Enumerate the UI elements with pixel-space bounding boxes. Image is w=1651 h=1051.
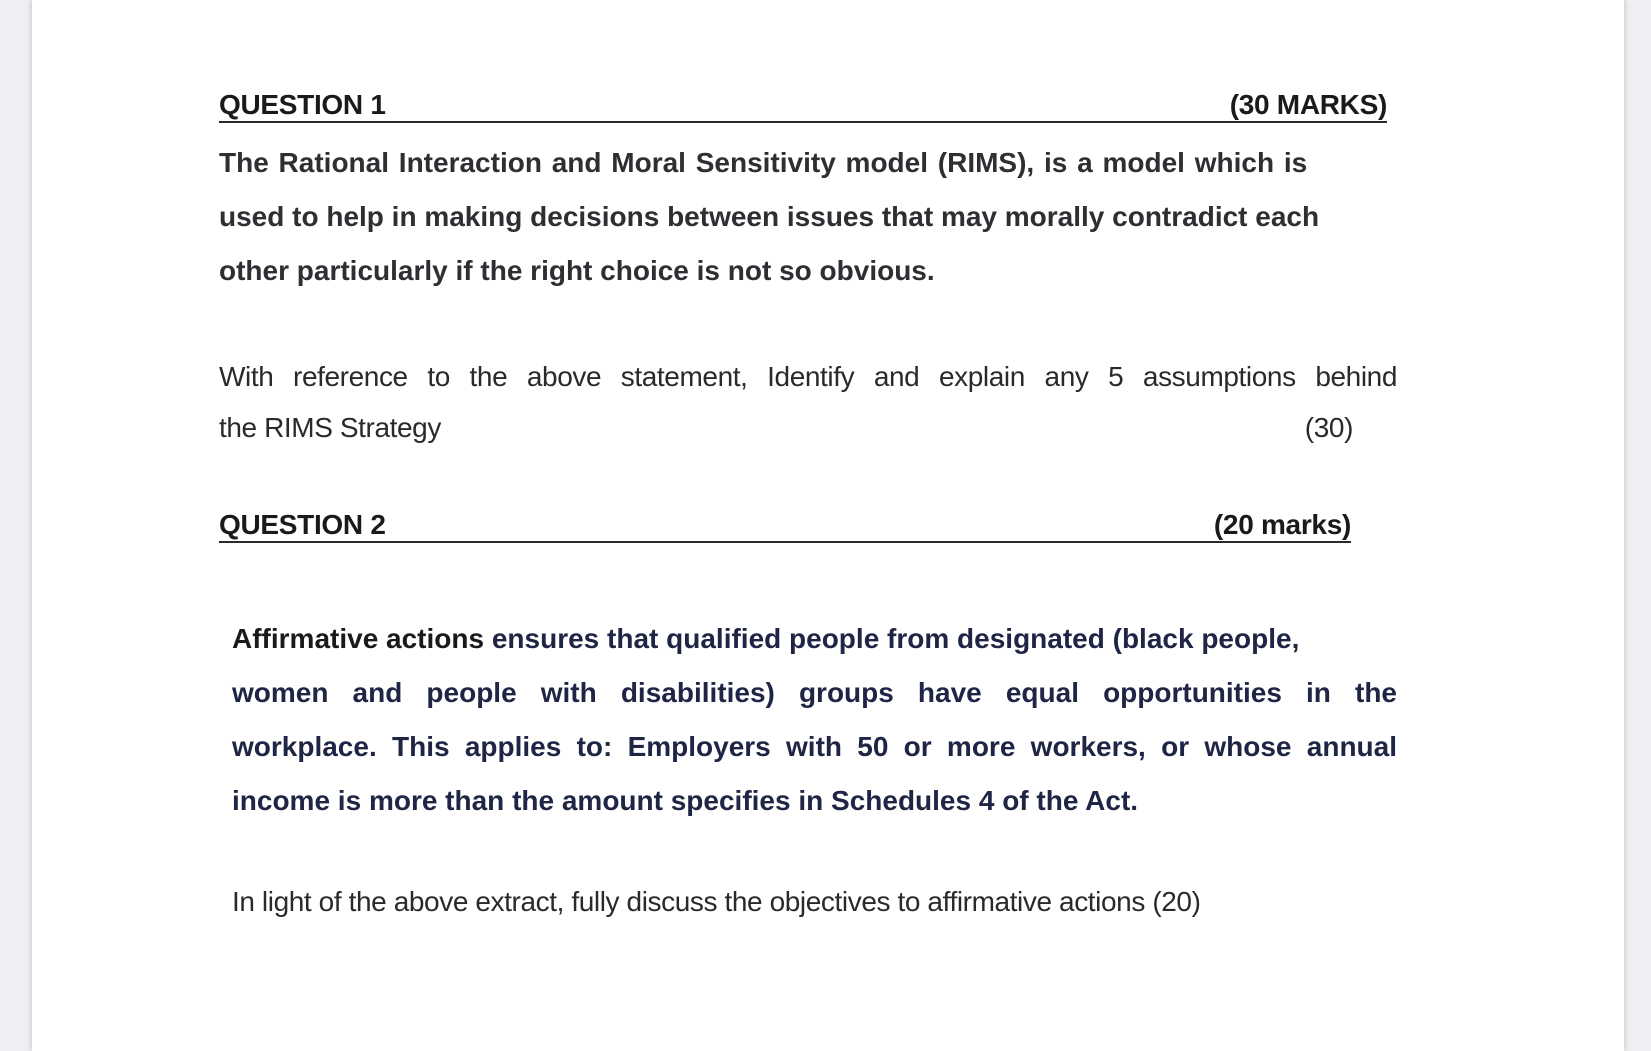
question-1-marks: (30 MARKS) xyxy=(1229,89,1387,120)
question-1-statement xyxy=(219,136,1397,298)
statement-line: other particularly if the right choice is not so obvious. xyxy=(219,255,935,286)
extract-line: income is more than the amount specifies in Schedules 4 of the Act. xyxy=(232,785,1139,816)
question-1-task-text: the RIMS Strategy xyxy=(219,412,441,443)
question-1-heading xyxy=(219,90,1387,123)
question-1-task-marks: (30) xyxy=(1304,412,1353,443)
question-1-task-line-2 xyxy=(219,411,1353,445)
extract-line-1-text: ensures that qualified people from designated (black people, xyxy=(484,623,1300,654)
extract-lead: Affirmative actions xyxy=(232,623,485,654)
extract-line: women and people with disabilities) groups have equal opportunities in the xyxy=(232,677,1397,708)
statement-line: used to help in making decisions between issues that may morally contradict each xyxy=(219,201,1320,232)
document-page xyxy=(32,0,1624,1051)
question-2-extract xyxy=(232,612,1397,828)
extract-line-1 xyxy=(232,612,1397,666)
question-2-title: QUESTION 2 xyxy=(219,509,386,540)
question-1-task-line-1: With reference to the above statement, Identify and explain any 5 assumptions behind xyxy=(219,361,1397,392)
question-2-heading xyxy=(219,510,1351,543)
question-2-marks: (20 marks) xyxy=(1213,509,1351,540)
extract-line: workplace. This applies to: Employers with 50 or more workers, or whose annual xyxy=(232,731,1397,762)
statement-line: The Rational Interaction and Moral Sensitivity model (RIMS), is a model which is xyxy=(219,147,1308,178)
question-1-title: QUESTION 1 xyxy=(219,89,386,120)
question-2-task: In light of the above extract, fully discuss the objectives to affirmative actions (20) xyxy=(232,886,1201,917)
